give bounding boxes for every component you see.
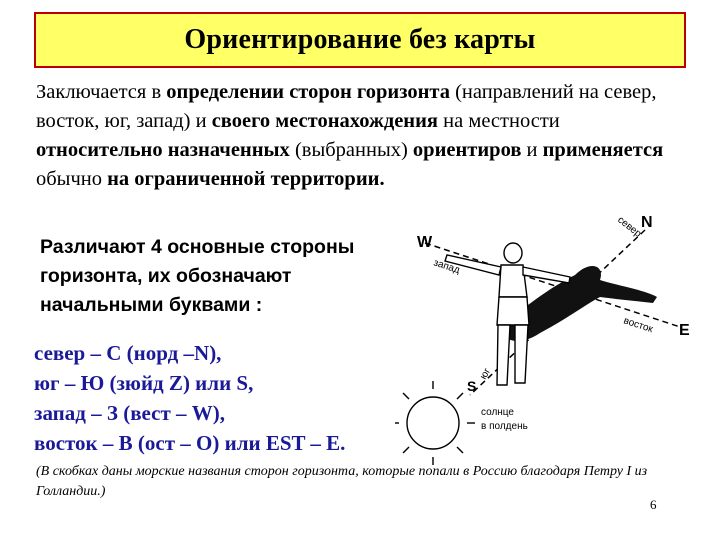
intro-run: на местности <box>438 110 560 132</box>
directions-list <box>34 338 404 458</box>
direction-south: юг – Ю (зюйд Z) или S, <box>34 371 254 395</box>
intro-run: определении сторон горизонта <box>166 81 450 103</box>
east-label: восток <box>622 315 655 336</box>
east-letter: E <box>679 322 690 339</box>
intro-run: относительно назначенных <box>36 139 290 161</box>
sun-icon <box>395 381 475 465</box>
intro-paragraph <box>36 78 686 194</box>
west-label: запад <box>432 257 462 277</box>
intro-run: ориентиров <box>412 139 522 161</box>
north-label: север <box>615 214 644 240</box>
sun-caption-line-2: в полдень <box>481 421 528 432</box>
intro-run: (направлений на север, восток, юг, запад) и <box>36 81 657 132</box>
intro-run: применяется <box>542 139 664 161</box>
intro-run: (выбранных) <box>289 139 413 161</box>
intro-run: Заключается в <box>36 81 167 103</box>
intro-run: обычно <box>36 168 108 190</box>
sun-caption-line-1: солнце <box>481 407 514 418</box>
page-number: 6 <box>650 497 657 512</box>
north-letter: N <box>641 214 653 231</box>
title-box <box>34 12 686 68</box>
intro-run: своего местонахождения <box>211 110 439 132</box>
horizon-sides-text: Различают 4 основные стороны горизонта, их обозначают начальными буквами : <box>40 236 355 316</box>
intro-run: и <box>521 139 543 161</box>
direction-east: восток – В (ост – О) или EST – E. <box>34 431 346 455</box>
south-letter: S <box>467 378 477 394</box>
direction-west: запад – З (вест – W), <box>34 401 226 425</box>
west-letter: W <box>417 234 433 251</box>
orientation-illustration <box>395 205 710 465</box>
direction-north: север – С (норд –N), <box>34 341 222 365</box>
page-title: Ориентирование без карты <box>184 24 536 55</box>
south-label: юг <box>478 366 494 382</box>
footnote: (В скобках даны морские названия сторон горизонта, которые попали в Россию благодаря Петру I из Голландии.) <box>36 464 648 499</box>
intro-run: на ограниченной территории. <box>107 168 385 190</box>
